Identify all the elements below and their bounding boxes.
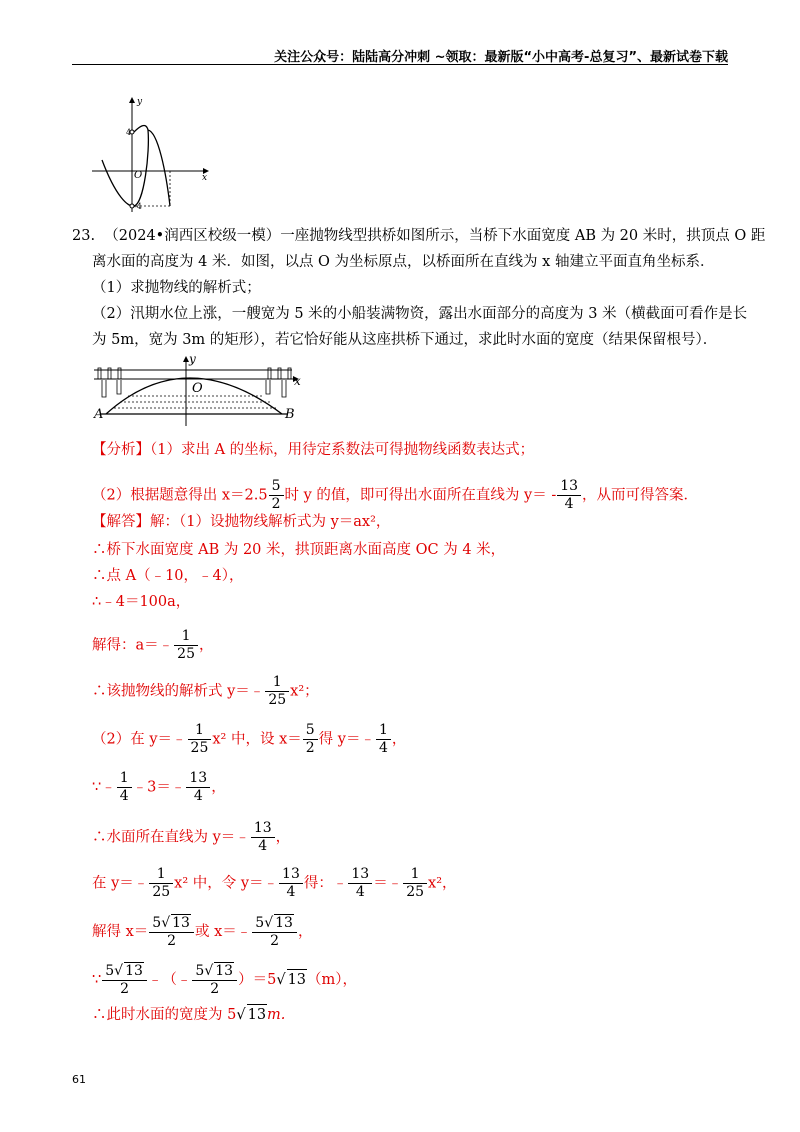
svg-text:y: y — [189, 352, 196, 366]
origin-label: O — [134, 170, 143, 181]
solution-line-4: ∴﹣4＝100a， — [92, 594, 191, 610]
page-header — [0, 44, 800, 66]
header-rule — [72, 64, 728, 65]
solution-line-12: ∵ $\frac{5√ 13}{2}$ ﹣（﹣ $\frac{5√ 13}{2}$ ）＝5√ 13（m）， — [92, 963, 358, 997]
solution-line-8: ∵﹣ $\frac{1}{4}$ ﹣3＝﹣ $\frac{13}{4}$ ， — [92, 770, 226, 804]
y-label: y — [137, 97, 143, 107]
solution-line-13: ∴此时水面的宽度为 5√ 13m. — [92, 1004, 285, 1025]
solution-line-1: 【解答】解：（1）设抛物线解析式为 y＝ax²， — [92, 514, 391, 530]
page-number: 61 — [72, 1073, 86, 1086]
question-2a: （2）汛期水位上涨，一艘宽为 5 米的小船装满物资，露出水面部分的高度为 3 米（横截面可看作是长 — [92, 306, 748, 322]
solution-line-2: ∴桥下水面宽度 AB 为 20 米，拱顶距离水面高度 OC 为 4 米， — [92, 542, 506, 558]
solution-line-11: 解得 x＝ $\frac{5√ 13}{2}$ 或 x＝﹣ $\frac{5√ 13}{2}$ ， — [92, 915, 313, 949]
svg-text:O: O — [192, 381, 203, 396]
analysis-line-1: 【分析】（1）求出 A 的坐标，用待定系数法可得抛物线函数表达式； — [92, 442, 535, 458]
solution-line-10: 在 y＝﹣ $\frac{1}{25}$ x² 中，令 y＝﹣ $\frac{13}{4}$ 得：﹣ $\frac{13}{4}$ ＝﹣ $\frac{1}{25}$ x²， — [92, 866, 457, 900]
problem-line-1: 23. （2024•润西区校级一模）一座抛物线型拱桥如图所示，当桥下水面宽度 AB 为 20 米时，拱顶点 O 距 — [72, 228, 766, 244]
solution-line-5: 解得：a＝﹣ $\frac{1}{25}$ ， — [92, 628, 214, 662]
bridge-figure — [92, 352, 307, 427]
svg-text:x: x — [294, 374, 301, 388]
solution-line-7: （2）在 y＝﹣ $\frac{1}{25}$ x² 中，设 x＝ $\frac{5}{2}$ 得 y＝﹣ $\frac{1}{4}$ ， — [92, 722, 407, 756]
question-2b: 为 5m，宽为 3m 的矩形），若它恰好能从这座拱桥下通过，求此时水面的宽度（结果保留根号）． — [92, 332, 718, 348]
question-1: （1）求抛物线的解析式； — [92, 280, 261, 296]
tick-bottom: -4 — [134, 202, 142, 211]
svg-text:A: A — [94, 407, 104, 422]
curve-right — [148, 130, 170, 206]
solution-line-9: ∴水面所在直线为 y＝﹣ $\frac{13}{4}$ ， — [92, 820, 291, 854]
solution-line-6: ∴该抛物线的解析式 y＝﹣ $\frac{1}{25}$ x²； — [92, 674, 319, 708]
header-text: 关注公众号：陆陆高分冲刺 ~领取：最新版“小中高考-总复习”、最新试卷下载 — [274, 50, 728, 65]
tick-top: 4 — [126, 128, 132, 137]
svg-text:B: B — [285, 407, 295, 422]
problem-line-2: 离水面的高度为 4 米．如图，以点 O 为坐标原点，以桥面所在直线为 x 轴建立平面直角坐标系． — [92, 254, 715, 270]
parabola-graph — [88, 92, 218, 217]
curve — [102, 126, 148, 207]
x-label: x — [202, 173, 208, 183]
analysis-line-2: （2）根据题意得出 x＝2.5 $\frac{5}{2}$ 时 y 的值，即可得出水面所在直线为 y＝ - $\frac{13}{4}$ ，从而可得答案． — [92, 478, 699, 512]
solution-line-3: ∴点 A（﹣10，﹣4）， — [92, 568, 244, 584]
